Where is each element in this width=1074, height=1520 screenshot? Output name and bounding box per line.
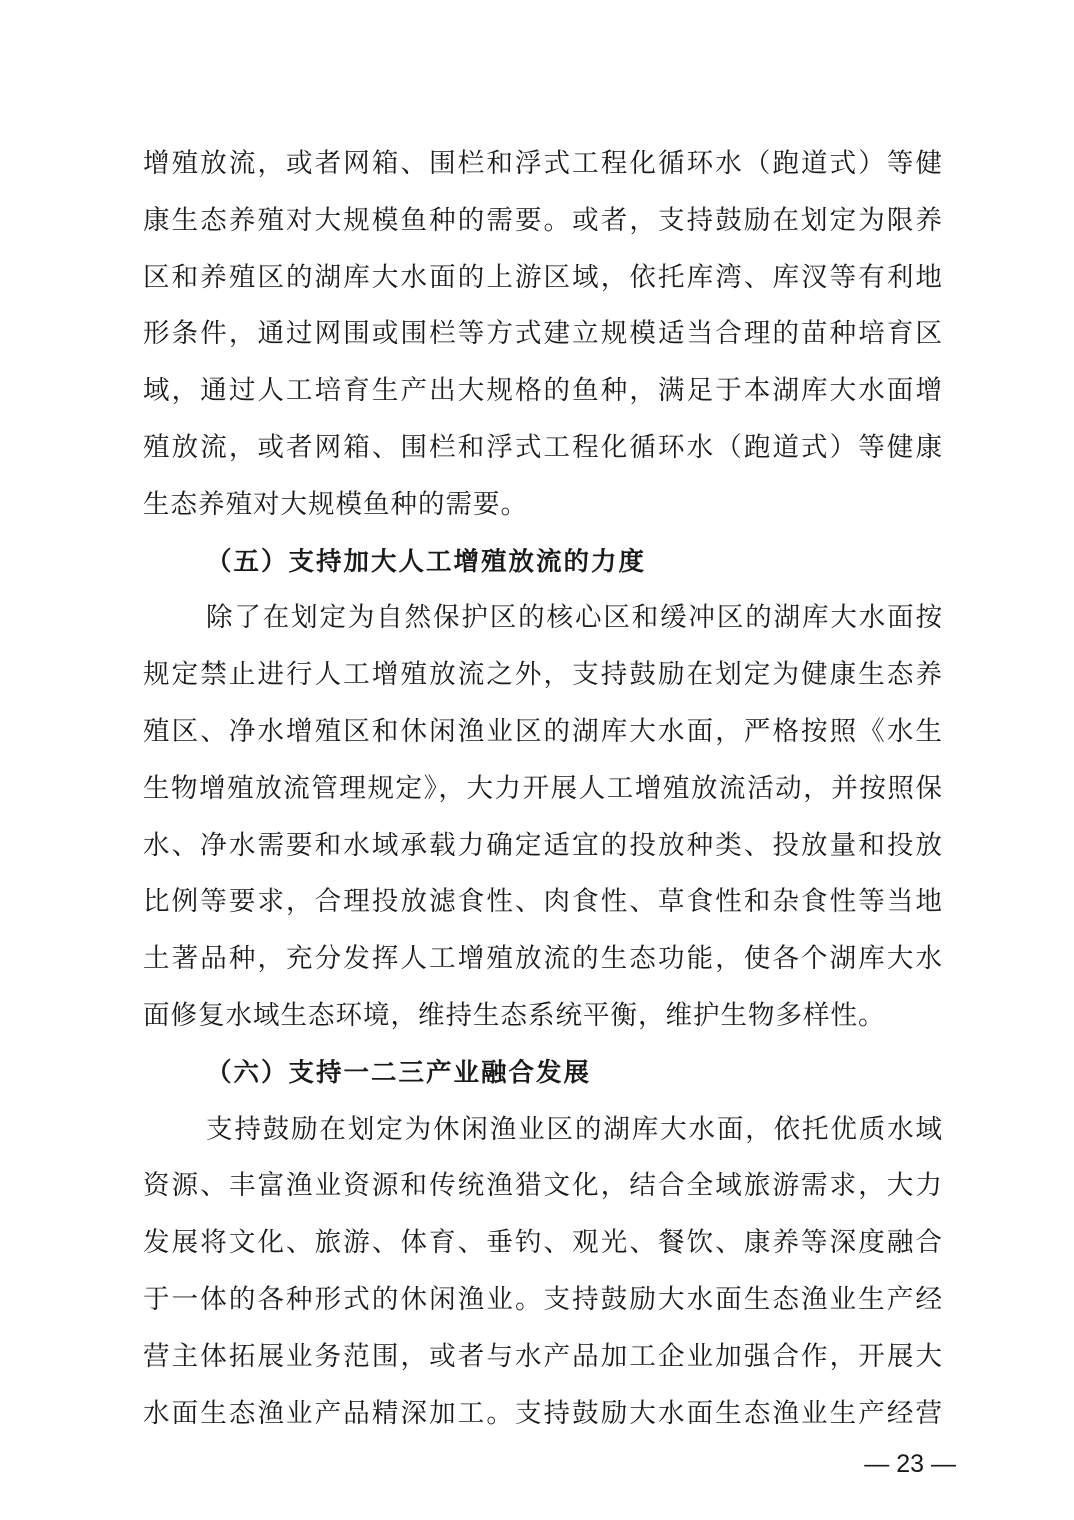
text-line: 水面生态渔业产品精深加工。支持鼓励大水面生态渔业生产经营 xyxy=(143,1397,943,1429)
text-line: 形条件，通过网围或围栏等方式建立规模适当合理的苗种培育区 xyxy=(143,318,943,350)
text-line: 资源、丰富渔业资源和传统渔猎文化，结合全域旅游需求，大力 xyxy=(143,1170,943,1202)
text-line: 生物增殖放流管理规定》，大力开展人工增殖放流活动，并按照保 xyxy=(143,772,943,804)
text-line: 规定禁止进行人工增殖放流之外，支持鼓励在划定为健康生态养 xyxy=(143,659,943,691)
text-line: 康生态养殖对大规模鱼种的需要。或者，支持鼓励在划定为限养 xyxy=(143,204,943,236)
text-line: 土著品种，充分发挥人工增殖放流的生态功能，使各个湖库大水 xyxy=(143,943,943,975)
text-line: 营主体拓展业务范围，或者与水产品加工企业加强合作，开展大 xyxy=(143,1340,943,1372)
page-number: — 23 — xyxy=(864,1450,956,1478)
document-body xyxy=(143,136,943,1442)
text-line: 面修复水域生态环境，维持生态系统平衡，维护生物多样性。 xyxy=(143,999,886,1031)
paragraph-first-line: 支持鼓励在划定为休闲渔业区的湖库大水面，依托优质水域 xyxy=(206,1113,943,1145)
text-line: 于一体的各种形式的休闲渔业。支持鼓励大水面生态渔业生产经 xyxy=(143,1283,943,1315)
section-heading: （五）支持加大人工增殖放流的力度 xyxy=(206,546,647,577)
text-line: 发展将文化、旅游、体育、垂钓、观光、餐饮、康养等深度融合 xyxy=(143,1227,943,1259)
text-line: 殖放流，或者网箱、围栏和浮式工程化循环水（跑道式）等健康 xyxy=(143,431,943,463)
text-line: 区和养殖区的湖库大水面的上游区域，依托库湾、库汊等有利地 xyxy=(143,261,943,293)
text-line: 水、净水需要和水域承载力确定适宜的投放种类、投放量和投放 xyxy=(143,829,943,861)
text-line: 比例等要求，合理投放滤食性、肉食性、草食性和杂食性等当地 xyxy=(143,886,943,918)
section-heading: （六）支持一二三产业融合发展 xyxy=(206,1057,592,1088)
text-line: 殖区、净水增殖区和休闲渔业区的湖库大水面，严格按照《水生 xyxy=(143,715,943,747)
text-line: 域，通过人工培育生产出大规格的鱼种，满足于本湖库大水面增 xyxy=(143,375,943,407)
text-line: 生态养殖对大规模鱼种的需要。 xyxy=(143,488,528,520)
paragraph-first-line: 除了在划定为自然保护区的核心区和缓冲区的湖库大水面按 xyxy=(206,602,943,634)
text-line: 增殖放流，或者网箱、围栏和浮式工程化循环水（跑道式）等健 xyxy=(143,148,943,179)
